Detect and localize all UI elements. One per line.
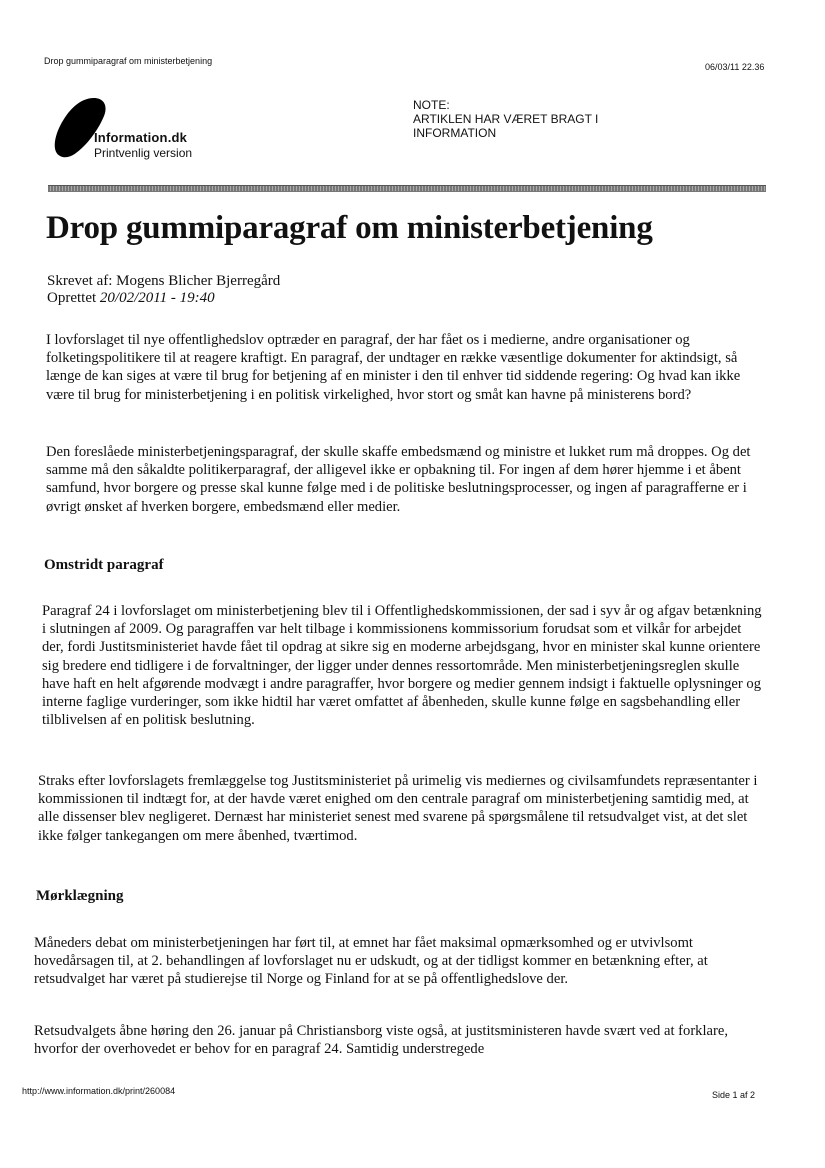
note-line: INFORMATION (413, 126, 497, 140)
author-line: Skrevet af: Mogens Blicher Bjerregård (47, 273, 281, 289)
created-label: Oprettet (47, 290, 97, 306)
article-paragraph: Måneders debat om ministerbetjeningen har ført til, at emnet har fået maksimal opmærksomhed og er utvivlsomt hovedårsagen til, at 2. behandlingen af lovforslaget nu er udskudt, og at der tidligst kommer en betænkning efter, at retsudvalget har været på studierejse til Norge og Finland for at se på offentlighedslove der. (34, 935, 708, 988)
logo-subtitle: Printvenlig version (94, 146, 193, 160)
note-box (413, 98, 598, 140)
created-date: 20/02/2011 - 19:40 (99, 290, 215, 306)
section-heading: Omstridt paragraf (44, 557, 164, 573)
article-paragraph: Retsudvalgets åbne høring den 26. januar på Christiansborg viste også, at justitsministeren havde svært ved at forklare, hvorfor der overhovedet er behov for en paragraf 24. Samtidig understregede (34, 1023, 729, 1058)
created-line (47, 290, 280, 307)
article-paragraph: Straks efter lovforslagets fremlæggelse tog Justitsministeriet på urimelig vis mediernes og civilsamfundets repræsentanter i kommissionen til indtægt for, at der havde været enighed om den centrale paragraf om ministerbetjening samtidig med, at alle dissenser blev negligeret. Dernæst har ministeriet senest med svarene på spørgsmålene til retsudvalget vist, at det slet ikke følger tankegangen om mere åbenhed, tværtimod. (38, 773, 758, 844)
section-heading: Mørklægning (36, 888, 124, 904)
note-line: ARTIKLEN HAR VÆRET BRAGT I (413, 112, 599, 126)
logo-name: Information.dk (94, 130, 188, 145)
article-paragraph: Paragraf 24 i lovforslaget om ministerbetjening blev til i Offentlighedskommissionen, der sad i syv år og afgav betænkning i slutningen af 2009. Og paragraffen var helt tilbage i kommissionens kommissorium forudsat som et vilkår for arbejdet der, fordi Justitsministeriet havde fået til opdrag at sikre sig en moderne arbejdsgang, hvor en minister skal kunne orientere sig bredere end tidligere i de forvaltninger, der ligger under dennes ressortområde. Men ministerbetjeningsreglen skulle have haft en helt afgørende modvægt i andre paragraffer, hvor borgere og medier gennem indsigt i faktuelle oplysninger og interne faglige vurderinger, som ikke hidtil har været omfattet af åbenheden, skulle kunne følge en sagsbehandling eller tilblivelsen af en politisk beslutning. (42, 603, 762, 729)
header-divider (48, 185, 766, 192)
byline (47, 273, 280, 307)
note-line: NOTE: (413, 98, 450, 112)
information-logo (50, 94, 230, 164)
print-header-title: Drop gummiparagraf om ministerbetjening (44, 56, 213, 66)
article-title: Drop gummiparagraf om ministerbetjening (46, 210, 653, 246)
article-paragraph: Den foreslåede ministerbetjeningsparagraf, der skulle skaffe embedsmænd og ministre et lukket rum må droppes. Og det samme må den såkaldte politikerparagraf, der alligevel ikke er opbakning til. For ingen af dem hører hjemme i et åbent samfund, hvor borgere og presse skal kunne følge med i de politiske beslutningsprocesser, og ingen af paragrafferne er i øvrigt ønsket af hverken borgere, embedsmænd eller medier. (46, 444, 751, 515)
article-paragraph: I lovforslaget til nye offentlighedslov optræder en paragraf, der har fået os i medierne, andre organisationer og folketingspolitikere til at reagere kraftigt. En paragraf, der undtager en række væsentlige dokumenter for aktindsigt, så længe de kan siges at være til brug for betjening af en minister i den til enhver tid siddende regering: Og hvad kan ikke være til brug for ministerbetjening i en politisk virkelighed, hvor stort og småt kan havne på ministerens bord? (46, 332, 741, 403)
footer-page-number: Side 1 af 2 (712, 1090, 756, 1100)
print-header-datetime: 06/03/11 22.36 (705, 62, 765, 72)
footer-url: http://www.information.dk/print/260084 (22, 1086, 176, 1096)
